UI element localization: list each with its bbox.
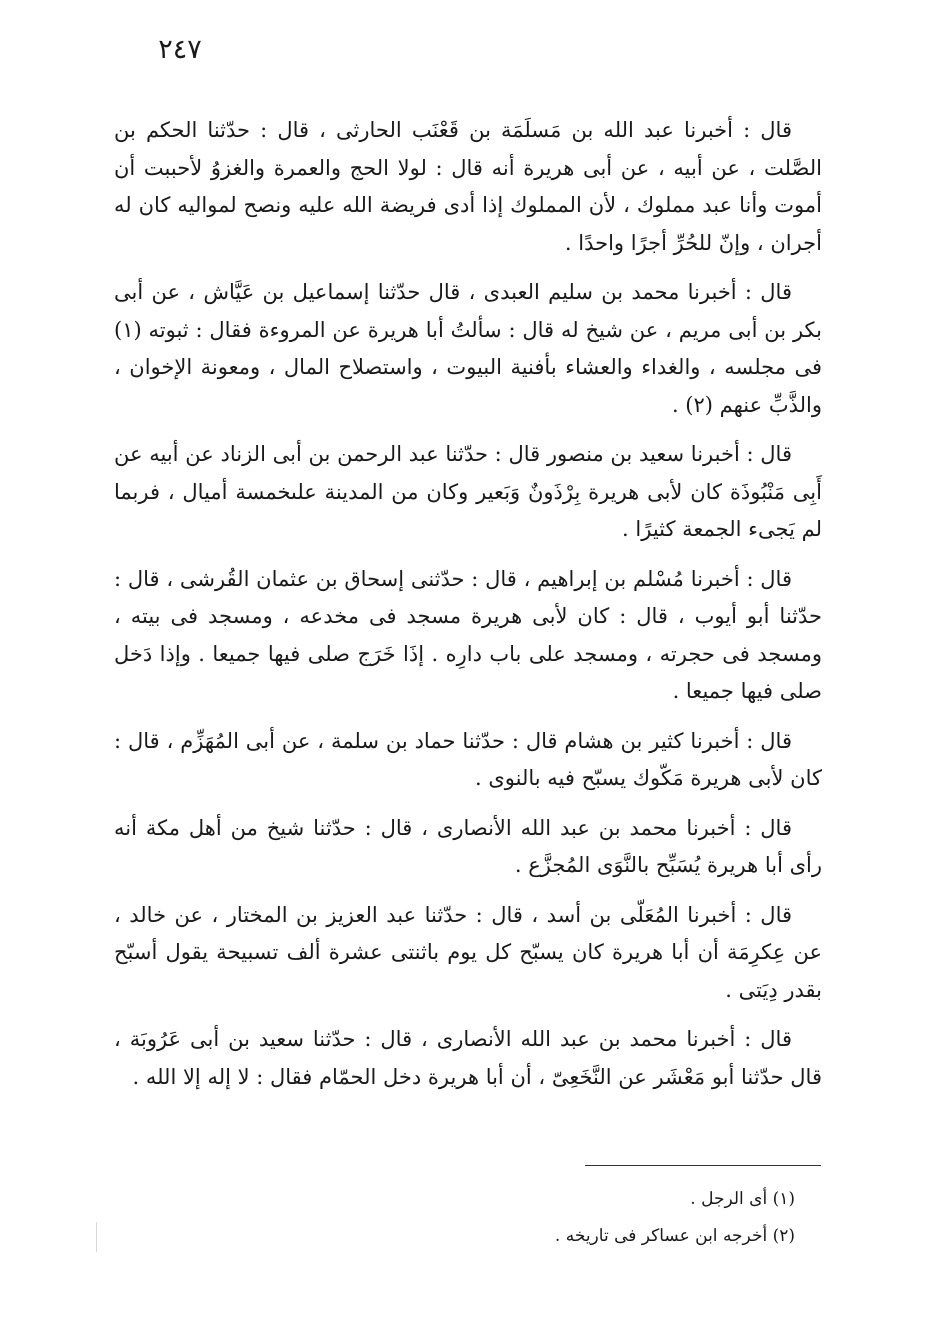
footnotes	[115, 1181, 795, 1255]
footnote-separator	[585, 1165, 821, 1166]
footnote-1: (١) أى الرجل .	[690, 1189, 795, 1209]
main-text	[114, 112, 822, 1108]
paragraph-3: قال : أخبرنا سعيد بن منصور قال : حدّثنا عبد الرحمن بن أبى الزناد عن أبيه عن أَبِى مَنْبُوذَة كان لأبى هريرة بِرْذَونٌ وَبَعير وكان من المدينة علىخمسة أميال ، فربما لم يَجىء الجمعة كثيرًا .	[114, 442, 822, 541]
paragraph-4: قال : أخبرنا مُسْلم بن إبراهيم ، قال : حدّثنى إسحاق بن عثمان القُرشى ، قال : حدّثنا أبو أيوب ، قال : كان لأبى هريرة مسجد فى مخدعه ، ومسجد فى بيته ، ومسجد فى حجرته ، ومسجد على باب دارِه . إذَا خَرَج صلى فيها جميعا . وإذا دَخل صلى فيها جميعا .	[114, 566, 822, 703]
paragraph-8: قال : أخبرنا محمد بن عبد الله الأنصارى ، قال : حدّثنا سعيد بن أبى عَرُوبَة ، قال حدّثنا أبو مَعْشَر عن النَّخَعِىّ ، أن أبا هريرة دخل الحمّام فقال : لا إله إلا الله .	[114, 1027, 822, 1089]
paragraph-2: قال : أخبرنا محمد بن سليم العبدى ، قال حدّثنا إسماعيل بن عَيَّاش ، عن أبى بكر بن أبى مريم ، عن شيخ له قال : سألتُ أبا هريرة عن المروءة فقال : ثبوته (١) فى مجلسه ، والغداء والعشاء بأفنية البيوت ، واستصلاح المال ، ومعونة الإخوان ، والذَّبِّ عنهم (٢) .	[114, 280, 822, 417]
paragraph-7: قال : أخبرنا المُعَلّى بن أسد ، قال : حدّثنا عبد العزيز بن المختار ، عن خالد ، عن عِكرِمَة أن أبا هريرة كان يسبّح كل يوم باثنتى عشرة ألف تسبيحة يقول أسبّح بقدر دِيَتى .	[114, 902, 822, 1002]
paragraph-5: قال : أخبرنا كثير بن هشام قال : حدّثنا حماد بن سلمة ، عن أبى المُهَزِّم ، قال : كان لأبى هريرة مَكّوك يسبّح فيه بالنوى .	[114, 728, 822, 790]
paragraph-6: قال : أخبرنا محمد بن عبد الله الأنصارى ، قال : حدّثنا شيخ من أهل مكة أنه رأى أبا هريرة يُسَبِّح بالنَّوَى المُجزَّع .	[114, 815, 822, 877]
page-number: ٢٤٧	[158, 34, 202, 65]
scan-edge-mark	[96, 1222, 97, 1252]
footnote-2: (٢) أخرجه ابن عساكر فى تاريخه .	[554, 1226, 795, 1246]
paragraph-1: قال : أخبرنا عبد الله بن مَسلَمَة بن قَعْنَب الحارثى ، قال : حدّثنا الحكم بن الصَّلت ، عن أبيه ، عن أبى هريرة أنه قال : لولا الحج والعمرة والغزوُ لأحببت أن أموت وأنا عبد مملوك ، لأن المملوك إذا أدى فريضة الله عليه ونصح لمواليه كان له أجران ، وإنّ للحُرِّ أجرًا واحدًا .	[114, 118, 822, 255]
